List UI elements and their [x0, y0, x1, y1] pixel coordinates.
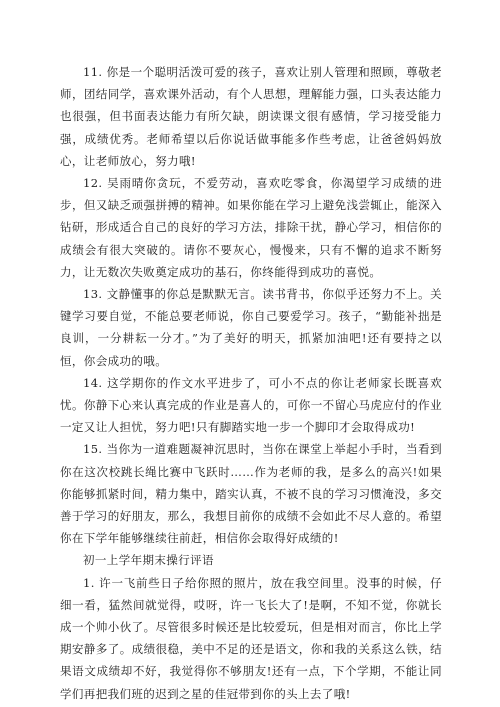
comment-paragraph-13: 13. 文静懂事的你总是默默无言。读书背书，你似乎还努力不上。关键学习要自觉，不能总要老师说，你自己要爱学习。孩子，“勤能补拙是良训，一分耕耘一分才。”为了美好的明天，抓紧加油吧!还有要持之以恒，你会成功的哦。 — [60, 287, 442, 368]
comment-paragraph-12: 12. 吴雨晴你贪玩，不爱劳动，喜欢吃零食，你渴望学习成绩的进步，但又缺乏顽强拼搏的精神。如果你能在学习上避免浅尝辄止，能深入钻研，形成适合自己的良好的学习方法，排除干扰，静心学习，相信你的成绩会有很大突破的。请你不要灰心，慢慢来，只有不懈的追求不断努力，让无数次失败奠定成功的基石，你终能得到成功的喜悦。 — [60, 176, 442, 279]
comment-paragraph-11: 11. 你是一个聪明活泼可爱的孩子，喜欢让别人管理和照顾，尊敬老师，团结同学，喜欢课外活动，有个人思想，理解能力强，口头表达能力也很强，但书面表达能力有所欠缺，朗读课文很有感情，学习接受能力强，成绩优秀。老师希望以后你说话做事能多作些考虑，让爸爸妈妈放心，让老师放心，努力哦! — [60, 65, 442, 168]
comment-paragraph-14: 14. 这学期你的作文水平进步了，可小不点的你让老师家长既喜欢忧。你静下心来认真完成的作业是喜人的，可你一不留心马虎应付的作业一定又让人担忧，努力吧!只有脚踏实地一步一个脚印才会取得成功! — [60, 375, 442, 435]
document-body — [60, 61, 442, 705]
section-heading: 初一上学年期末操行评语 — [83, 553, 214, 568]
comment-paragraph-15: 15. 当你为一道难题凝神沉思时，当你在课堂上举起小手时，当看到你在这次校跳长绳比赛中飞跃时……作为老师的我，是多么的高兴!如果你能够抓紧时间，精力集中，踏实认真，不被不良的学习习惯淹没，多交善于学习的好朋友，那么，我想目前你的成绩不会如此不尽人意的。希望你在下学年能够继续往前赶，相信你会取得好成绩的! — [60, 442, 442, 546]
section-comment-paragraph-1: 1. 许一飞前些日子给你照的照片，放在我空间里。没事的时候，仔细一看，猛然间就觉得，哎呀，许一飞长大了!是啊，不知不觉，你就长成一个帅小伙了。尽管很多时候还是比较爱玩，但是相对而言，你比上学期安静多了。成绩很稳，美中不足的还是语文，你和我的关系这么铁，结果语文成绩却不好，我觉得你不够朋友!还有一点，下个学期，不能让同学们再把我们班的迟到之星的佳冠带到你的头上去了哦! — [60, 575, 442, 701]
